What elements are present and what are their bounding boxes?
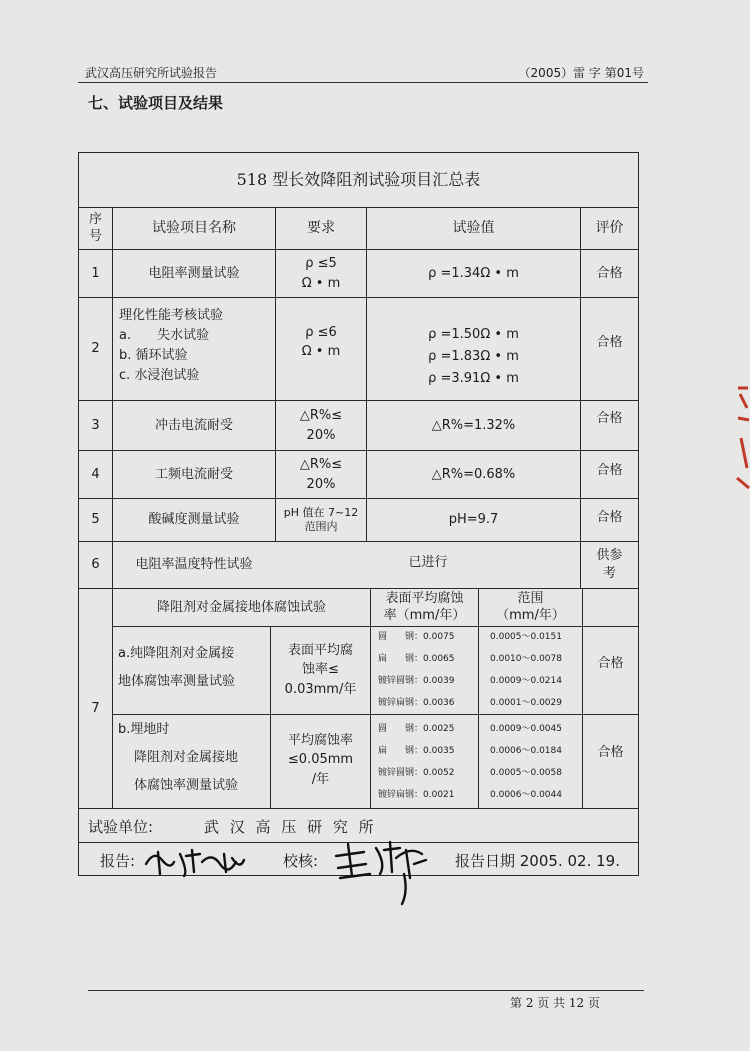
row5-name: 酸碱度测量试验 [148,512,240,528]
row7b-requirement [271,726,370,794]
row6-eval-line: 供参 [596,547,623,563]
rate-item: 镀锌扁钢：0.0036 [378,698,455,708]
rate-header-line: 表面平均腐蚀 [385,590,464,606]
row7a-requirement [271,636,370,704]
row7a-ranges [490,626,562,714]
section-title: 七、试验项目及结果 [88,94,224,112]
row5-requirement [276,499,366,541]
row2-name-line: 理化性能考核试验 [119,308,224,323]
row5-value: pH=9.7 [448,512,499,528]
row1-req-line: Ω • m [301,275,341,291]
report-label: 报告: [100,852,136,870]
row2-evaluation: 合格 [596,335,623,351]
row6-value: 已进行 [408,555,448,571]
row6-name: 电阻率温度特性试验 [135,557,253,573]
row5-seq: 5 [91,512,100,528]
row2-seq: 2 [91,341,100,357]
header-seq-text: 序号 [88,212,102,244]
row7b-name [118,716,270,806]
row4-name: 工频电流耐受 [154,466,233,482]
row4-req-line: △R%≤ [299,457,343,472]
reporter-signature [140,842,250,882]
report-number: （2005）雷 字 第01号 [518,66,644,80]
row2-requirement [276,320,366,364]
row1-seq: 1 [91,265,100,281]
range-item: 0.0005～0.0058 [490,768,562,778]
page-number: 第 2 页 共 12 页 [510,996,600,1010]
rate-item: 镀锌圆钢：0.0039 [378,676,455,686]
header-requirement: 要求 [307,220,335,236]
row7-rate-header [371,589,478,626]
row1-value: ρ =1.34Ω • m [428,265,519,281]
report-date: 报告日期 2005. 02. 19. [455,852,620,870]
row7b-name-line: 体腐蚀率测量试验 [134,778,239,793]
row6-evaluation [581,542,638,588]
row6-seq: 6 [91,557,100,573]
row1-evaluation: 合格 [596,265,623,281]
row3-value: △R%=1.32% [431,417,516,433]
row5-req-line: pH 值在 7~12 [283,505,359,519]
row7-seq: 7 [91,700,100,716]
report-header-title: 武汉高压研究所试验报告 [85,66,218,80]
row1-req-line: ρ ≤5 [305,256,337,271]
row2-value-line: ρ =1.83Ω • m [428,349,519,364]
row2-name-line: b. 循环试验 [119,348,188,363]
table-title: 518 型长效降阻剂试验项目汇总表 [236,170,481,189]
row7a-req-line: 蚀率≤ [302,662,339,678]
stamp-fragment [735,378,750,498]
row7a-evaluation: 合格 [597,656,624,672]
row4-requirement [276,451,366,498]
row4-evaluation: 合格 [596,463,623,479]
row7b-req-line: 平均腐蚀率 [287,732,353,748]
row3-req-line: 20% [306,427,336,443]
row2-req-line: ρ ≤6 [305,324,337,340]
range-item: 0.0006～0.0184 [490,746,562,756]
row2-name-line: a. 失水试验 [119,328,210,343]
row3-seq: 3 [91,417,100,433]
row5-evaluation: 合格 [596,510,623,526]
row5-req-line: 范围内 [304,520,338,533]
row4-seq: 4 [91,466,100,482]
row1-name: 电阻率测量试验 [148,265,240,281]
row7b-rates [378,718,455,806]
range-item: 0.0009～0.0045 [490,724,562,734]
row7b-ranges [490,718,562,806]
row7-name: 降阻剂对金属接地体腐蚀试验 [156,599,326,615]
range-header-line: 范围 [517,590,544,606]
row7a-req-line: 0.03mm/年 [284,681,357,697]
header-seq [79,208,112,249]
row7a-name-line: 地体腐蚀率测量试验 [118,674,236,689]
header-value: 试验值 [452,220,495,236]
row4-req-line: 20% [306,476,336,492]
rate-item: 圆 钢：0.0025 [378,724,455,734]
check-label: 校核: [283,852,319,870]
row7b-req-line: ≤0.05mm [287,752,354,768]
row7a-name-line: a.纯降阻剂对金属接 [118,646,235,661]
range-header-line: （mm/年） [496,607,565,623]
rate-item: 镀锌圆钢：0.0052 [378,768,455,778]
row6-eval-line: 考 [602,566,616,581]
row3-name: 冲击电流耐受 [154,417,233,433]
row2-values [367,321,580,393]
header-rule [78,82,648,83]
row2-name [119,306,275,392]
row7a-rates [378,626,455,714]
row7b-name-line: b.埋地时 [118,722,170,737]
row7b-req-line: /年 [311,771,330,787]
row7a-name [118,640,270,700]
range-item: 0.0001～0.0029 [490,698,562,708]
row2-name-line: c. 水浸泡试验 [119,368,200,383]
checker-signature [330,834,430,906]
rate-header-line: 率（mm/年） [383,607,466,623]
row1-requirement [276,250,366,297]
rate-item: 扁 钢：0.0035 [378,746,455,756]
header-evaluation: 评价 [595,220,624,236]
rate-item: 扁 钢：0.0065 [378,654,455,664]
rate-item: 镀锌扁钢：0.0021 [378,790,455,800]
row7b-evaluation: 合格 [597,745,624,761]
range-item: 0.0009～0.0214 [490,676,562,686]
row4-value: △R%=0.68% [431,466,516,482]
range-item: 0.0010～0.0078 [490,654,562,664]
test-unit-label: 试验单位: [88,818,154,836]
range-item: 0.0006～0.0044 [490,790,562,800]
row2-value-line: ρ =1.50Ω • m [428,327,519,342]
row7a-req-line: 表面平均腐 [287,642,353,658]
row2-value-line: ρ =3.91Ω • m [428,371,519,386]
row3-requirement [276,401,366,450]
row7-range-header [479,589,582,626]
rate-item: 圆 钢：0.0075 [378,632,455,642]
header-name: 试验项目名称 [152,220,236,236]
footer-rule [88,990,644,991]
row7b-name-line: 降阻剂对金属接地 [134,750,239,765]
row3-req-line: △R%≤ [299,408,343,423]
row3-evaluation: 合格 [596,410,623,426]
range-item: 0.0005～0.0151 [490,632,562,642]
row2-req-line: Ω • m [301,344,341,359]
test-unit-name: 武 汉 高 压 研 究 所 [204,818,377,836]
